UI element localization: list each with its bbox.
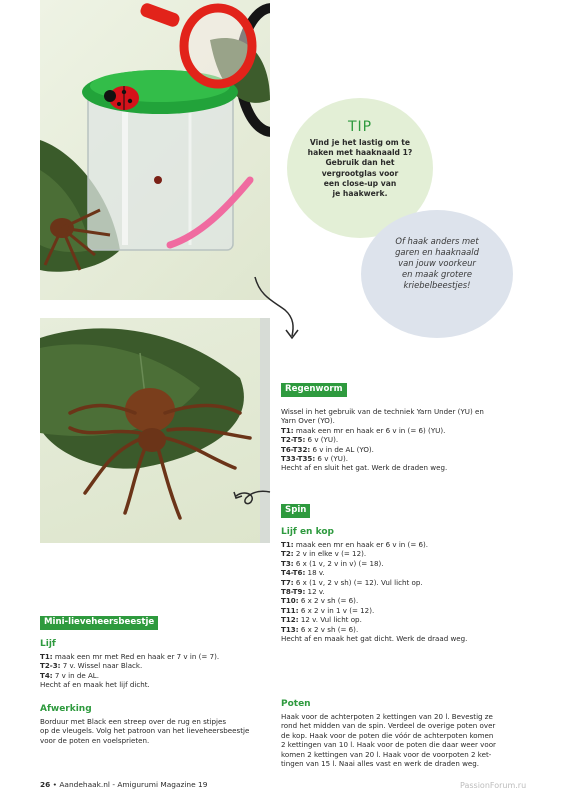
- spin-row: [281, 587, 521, 596]
- tip-title: TIP: [347, 119, 373, 135]
- tip-text: [301, 138, 419, 199]
- row-text: maak een mr en haak er 6 v in (= 6).: [293, 540, 429, 549]
- row-label: T8-T9:: [281, 587, 306, 597]
- lieveheersbeestje-afwerking-text: [40, 717, 275, 745]
- tip-line: haken met haaknaald 1?: [307, 148, 413, 158]
- afwerking-line: op de vleugels. Volg het patroon van het lieveheersbeestje: [40, 726, 250, 736]
- row-label: T10:: [281, 596, 299, 606]
- regenworm-row: [281, 435, 521, 444]
- row-label: T33-T35:: [281, 454, 316, 464]
- afwerking-line: voor de poten en voelsprieten.: [40, 735, 150, 745]
- note-line: kriebelbeestjes!: [403, 280, 471, 290]
- row-text: maak een mr en haak er 6 v in (= 6) (YU).: [293, 425, 446, 435]
- spin-row: [281, 540, 521, 549]
- spin-row: [281, 578, 521, 587]
- row-label: T1:: [281, 425, 294, 435]
- regenworm-row: [281, 445, 521, 454]
- lieveheersbeestje-outro: Hecht af en maak het lijf dicht.: [40, 680, 150, 690]
- row-text: 12 v.: [305, 587, 325, 597]
- row-label: T7:: [281, 577, 294, 587]
- note-line: garen en haaknaald: [395, 247, 479, 257]
- footer-bullet: •: [52, 780, 58, 789]
- page-number: 26: [40, 780, 51, 789]
- spin-row: [281, 606, 521, 615]
- regenworm-intro-line: Wissel in het gebruik van de techniek Yarn Under (YU) en: [281, 407, 484, 416]
- spin-poten-text: [281, 712, 526, 768]
- regenworm-row: [281, 426, 521, 435]
- regenworm-intro-line: Yarn Over (YO).: [281, 416, 335, 426]
- watermark: PassionForum.ru: [460, 781, 527, 790]
- poten-line: 2 kettingen van 10 l. Haak voor de poten die daar weer voor: [281, 740, 496, 750]
- tip-line: een close-up van: [323, 178, 397, 188]
- bug-viewer-illustration: [40, 0, 270, 300]
- row-label: T1:: [40, 652, 53, 661]
- spin-row: [281, 549, 521, 558]
- row-label: T2:: [281, 549, 294, 559]
- regenworm-row: [281, 454, 521, 463]
- note-line: en maak grotere: [402, 269, 472, 279]
- tip-line: vergrootglas voor: [321, 168, 399, 178]
- lieveheersbeestje-heading: Mini-lieveheersbeestje: [40, 616, 158, 630]
- afwerking-line: Borduur met Black een streep over de rug en stipjes: [40, 717, 227, 726]
- row-text: 6 v (YU).: [305, 435, 339, 445]
- spin-subheading-poten: Poten: [281, 699, 311, 709]
- row-text: 7 v. Wissel naar Black.: [60, 661, 143, 671]
- tip-line: Vind je het lastig om te: [309, 138, 411, 147]
- row-label: T12:: [281, 615, 299, 625]
- row-label: T2-3:: [40, 661, 61, 671]
- spin-row: [281, 615, 521, 624]
- row-label: T13:: [281, 624, 299, 634]
- spin-subheading-lijf-en-kop: Lijf en kop: [281, 527, 334, 537]
- row-label: T6-T32:: [281, 444, 311, 454]
- poten-line: de kop. Haak voor de poten die vóór de achterpoten komen: [281, 730, 494, 740]
- row-text: 2 v in elke v (= 12).: [293, 549, 367, 559]
- tip-line: je haakwerk.: [332, 189, 388, 199]
- footer-source: Aandehaak.nl - Amigurumi Magazine 19: [59, 780, 208, 789]
- row-text: 6 v (YU).: [315, 454, 348, 464]
- poten-line: komen 2 kettingen van 20 l. Haak voor de voorpoten 2 ket-: [281, 749, 492, 759]
- spin-heading: Spin: [281, 504, 310, 518]
- row-label: T3:: [281, 558, 294, 568]
- lieveheersbeestje-row: [40, 671, 275, 680]
- row-text: 6 x (1 v, 2 v in v) (= 18).: [293, 558, 384, 568]
- row-text: 18 v.: [305, 568, 325, 578]
- spin-row: [281, 596, 521, 605]
- row-text: 7 v in de AL.: [52, 670, 100, 680]
- regenworm-outro: Hecht af en sluit het gat. Werk de draden weg.: [281, 463, 448, 473]
- note-text: [377, 236, 497, 291]
- row-label: T4-T6:: [281, 568, 306, 578]
- note-line: van jouw voorkeur: [398, 258, 476, 268]
- row-text: 6 x 2 v sh (= 6).: [298, 624, 359, 634]
- photo-bug-viewer: [40, 0, 270, 300]
- lieveheersbeestje-subheading-afwerking: Afwerking: [40, 704, 92, 714]
- lieveheersbeestje-row: [40, 661, 275, 670]
- regenworm-instructions: [281, 407, 521, 473]
- spin-row: [281, 568, 521, 577]
- poten-line: rond het midden van de spin. Verdeel de overige poten over: [281, 721, 496, 731]
- lieveheersbeestje-instructions: [40, 652, 275, 690]
- page-footer: [40, 780, 207, 789]
- note-bubble: [361, 210, 513, 338]
- spin-instructions: [281, 540, 521, 643]
- note-line: Of haak anders met: [395, 236, 479, 246]
- regenworm-heading: Regenworm: [281, 383, 347, 397]
- row-label: T4:: [40, 670, 53, 680]
- row-label: T1:: [281, 540, 294, 549]
- row-text: 6 x 2 v sh (= 6).: [298, 596, 359, 606]
- tip-line: Gebruik dan het: [325, 158, 395, 168]
- spin-outro: Hecht af en maak het gat dicht. Werk de draad weg.: [281, 634, 468, 644]
- spin-row: [281, 625, 521, 634]
- poten-line: Haak voor de achterpoten 2 kettingen van 20 l. Bevestig ze: [281, 712, 493, 721]
- row-text: 6 x 2 v in 1 v (= 12).: [298, 605, 375, 615]
- lieveheersbeestje-subheading-lijf: Lijf: [40, 639, 56, 649]
- row-label: T2-T5:: [281, 435, 306, 445]
- row-text: maak een mr met Red en haak er 7 v in (= 7).: [52, 652, 220, 661]
- row-text: 12 v. Vul licht op.: [298, 615, 362, 625]
- curved-arrow-icon: [250, 272, 310, 342]
- swirl-arrow-icon: [232, 480, 272, 510]
- row-text: 6 v in de AL (YO).: [310, 444, 374, 454]
- row-text: 6 x (1 v, 2 v sh) (= 12). Vul licht op.: [293, 577, 423, 587]
- row-label: T11:: [281, 605, 299, 615]
- spin-row: [281, 559, 521, 568]
- poten-line: tingen van 15 l. Naai alles vast en werk de draden weg.: [281, 759, 480, 769]
- lieveheersbeestje-row: [40, 652, 275, 661]
